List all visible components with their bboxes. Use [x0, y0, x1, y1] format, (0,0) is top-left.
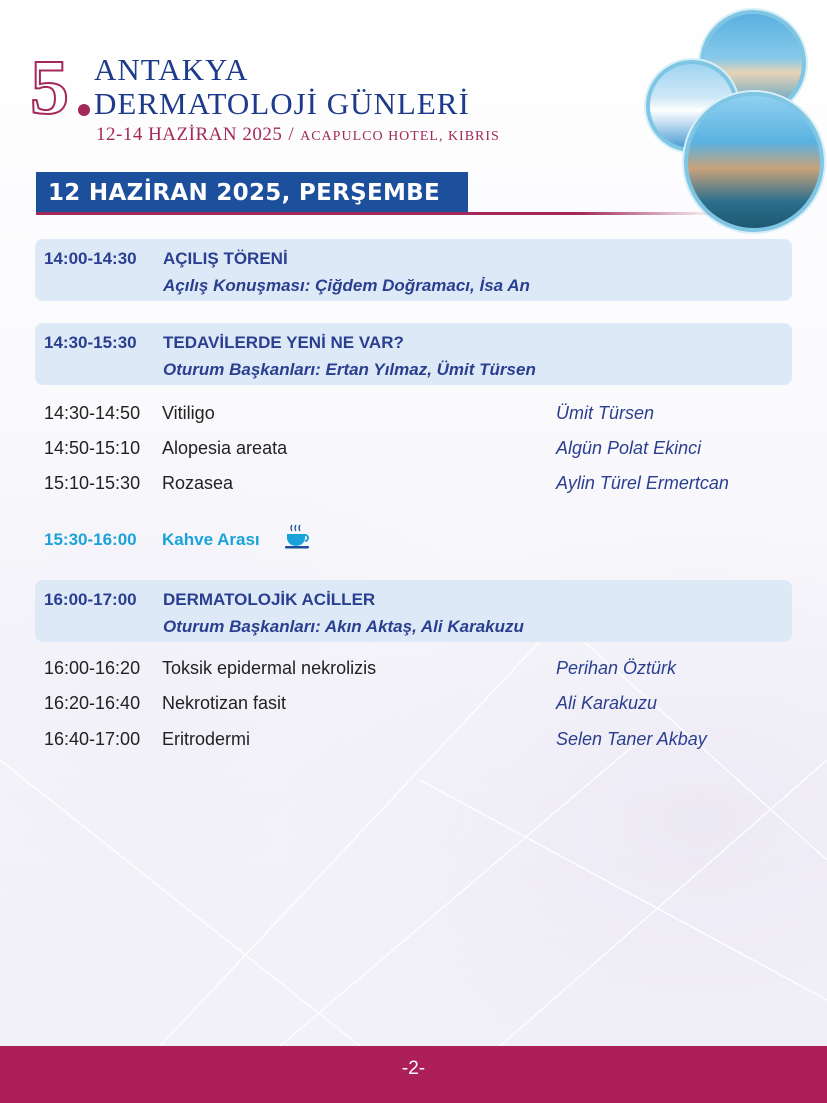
subtitle-separator: /: [288, 124, 295, 145]
session-time: 14:30-15:30: [44, 333, 137, 352]
session-title: DERMATOLOJİK ACİLLER: [163, 590, 376, 609]
session-time: 16:00-17:00: [44, 590, 137, 609]
talk-row: [44, 729, 784, 753]
talk-row: [44, 438, 784, 462]
talk-title: Vitiligo: [162, 403, 215, 423]
break-title: Kahve Arası: [162, 530, 260, 549]
talk-speaker: Ali Karakuzu: [556, 693, 658, 713]
coffee-cup-icon: [282, 522, 312, 552]
page-number: -2-: [401, 1058, 426, 1079]
talk-speaker: Ümit Türsen: [556, 403, 655, 423]
event-title-line1: ANTAKYA: [94, 52, 249, 87]
event-dates: 12-14 HAZİRAN 2025: [96, 124, 283, 145]
talk-row: [44, 403, 784, 427]
event-subtitle: [96, 124, 500, 146]
talk-speaker: Selen Taner Akbay: [556, 729, 707, 749]
talk-time: 15:10-15:30: [44, 473, 141, 493]
session-title: TEDAVİLERDE YENİ NE VAR?: [163, 333, 404, 352]
session-new-treatments: [35, 323, 792, 385]
edition-number: 5: [30, 43, 67, 130]
event-title-line2: DERMATOLOJİ GÜNLERİ: [94, 86, 470, 121]
session-emergencies: [35, 580, 792, 642]
session-chairs: Oturum Başkanları: Akın Aktaş, Ali Karakuzu: [163, 617, 524, 636]
talk-time: 14:50-15:10: [44, 438, 141, 458]
talk-title: Toksik epidermal nekrolizis: [162, 658, 377, 678]
coffee-break-row: [44, 530, 260, 550]
talk-speaker: Algün Polat Ekinci: [556, 438, 702, 458]
day-banner: 12 HAZİRAN 2025, PERŞEMBE: [36, 172, 468, 214]
harbor-photo-circle: [684, 92, 824, 232]
talk-row: [44, 693, 784, 717]
talk-time: 16:40-17:00: [44, 729, 141, 749]
talk-time: 16:00-16:20: [44, 658, 141, 678]
logo-dot: [78, 104, 90, 116]
talk-row: [44, 658, 784, 682]
talk-title: Rozasea: [162, 473, 234, 493]
talk-title: Nekrotizan fasit: [162, 693, 287, 713]
talk-time: 14:30-14:50: [44, 403, 141, 423]
session-chairs: Açılış Konuşması: Çiğdem Doğramacı, İsa An: [163, 276, 530, 295]
talk-speaker: Perihan Öztürk: [556, 658, 677, 678]
talk-time: 16:20-16:40: [44, 693, 141, 713]
talk-speaker: Aylin Türel Ermertcan: [556, 473, 729, 493]
talk-title: Alopesia areata: [162, 438, 288, 458]
talk-row: [44, 473, 784, 497]
talk-title: Eritrodermi: [162, 729, 251, 749]
session-opening: [35, 239, 792, 301]
break-time: 15:30-16:00: [44, 530, 137, 549]
session-title: AÇILIŞ TÖRENİ: [163, 249, 288, 268]
banner-underline: [36, 212, 716, 215]
session-chairs: Oturum Başkanları: Ertan Yılmaz, Ümit Türsen: [163, 360, 536, 379]
event-venue: ACAPULCO HOTEL, KIBRIS: [300, 129, 500, 144]
session-time: 14:00-14:30: [44, 249, 137, 268]
